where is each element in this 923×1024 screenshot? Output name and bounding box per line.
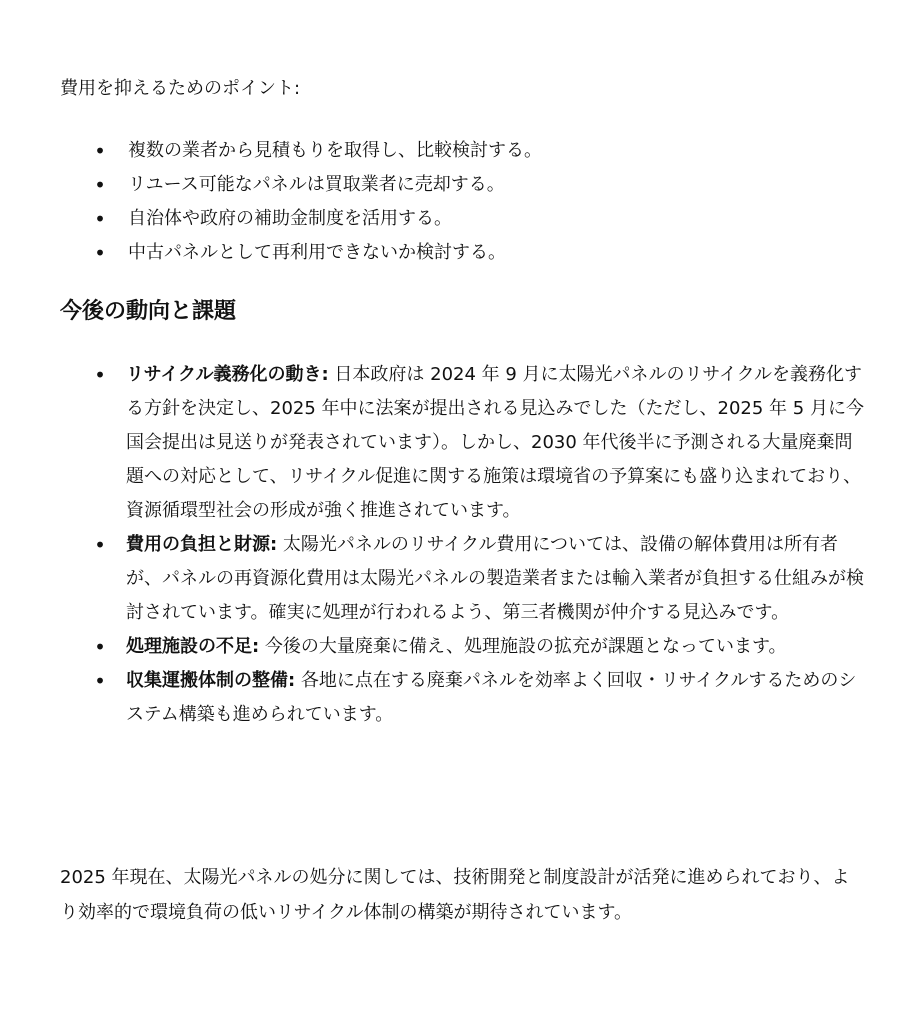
list-item-text: 自治体や政府の補助金制度を活用する。 bbox=[128, 208, 452, 229]
bullet-icon: • bbox=[94, 635, 106, 659]
bullet-icon: • bbox=[94, 363, 106, 387]
cost-tips-list bbox=[90, 134, 870, 270]
cost-tips-label: 費用を抑えるためのポイント: bbox=[60, 78, 301, 99]
list-item-text: 複数の業者から見積もりを取得し、比較検討する。 bbox=[128, 140, 542, 161]
list-item-body: 日本政府は 2024 年 9 月に太陽光パネルのリサイクルを義務化する方針を決定し、2025 年中に法案が提出される見込みでした（ただし、2025 年 5 月に今国会提出は見送りが発表されています）。しかし、2030 年代後半に予測される大量廃棄問題への対応として、リサイクル促進に関する施策は環境省の予算案にも盛り込まれており、資源循環型社会の形成が強く推進されています。 bbox=[126, 364, 864, 521]
list-item bbox=[90, 202, 870, 236]
list-item bbox=[90, 134, 870, 168]
list-item-body: 今後の大量廃棄に備え、処理施設の拡充が課題となっています。 bbox=[259, 636, 787, 657]
list-item-body: 太陽光パネルのリサイクル費用については、設備の解体費用は所有者が、パネルの再資源化費用は太陽光パネルの製造業者または輸入業者が負担する仕組みが検討されています。確実に処理が行われるよう、第三者機関が仲介する見込みです。 bbox=[126, 534, 864, 623]
bullet-icon: • bbox=[94, 207, 106, 231]
list-item bbox=[90, 358, 870, 528]
list-item bbox=[90, 664, 870, 732]
bullet-icon: • bbox=[94, 241, 106, 265]
list-item-title: 費用の負担と財源: bbox=[126, 534, 278, 555]
bullet-icon: • bbox=[94, 669, 106, 693]
bullet-icon: • bbox=[94, 173, 106, 197]
list-item-text: リユース可能なパネルは買取業者に売却する。 bbox=[128, 174, 505, 195]
list-item bbox=[90, 528, 870, 630]
bullet-icon: • bbox=[94, 139, 106, 163]
list-item-body: 各地に点在する廃棄パネルを効率よく回収・リサイクルするためのシステム構築も進められています。 bbox=[126, 670, 857, 725]
list-item-title: 処理施設の不足: bbox=[126, 636, 260, 657]
list-item bbox=[90, 236, 870, 270]
summary-paragraph: 2025 年現在、太陽光パネルの処分に関しては、技術開発と制度設計が活発に進められており、より効率的で環境負荷の低いリサイクル体制の構築が期待されています。 bbox=[60, 867, 850, 923]
trends-list bbox=[90, 358, 870, 732]
list-item bbox=[90, 168, 870, 202]
bullet-icon: • bbox=[94, 533, 106, 557]
list-item-text: 中古パネルとして再利用できないか検討する。 bbox=[128, 242, 506, 263]
list-item-title: リサイクル義務化の動き: bbox=[126, 364, 329, 385]
list-item-title: 収集運搬体制の整備: bbox=[126, 670, 296, 691]
section-heading: 今後の動向と課題 bbox=[60, 299, 237, 324]
list-item bbox=[90, 630, 870, 664]
